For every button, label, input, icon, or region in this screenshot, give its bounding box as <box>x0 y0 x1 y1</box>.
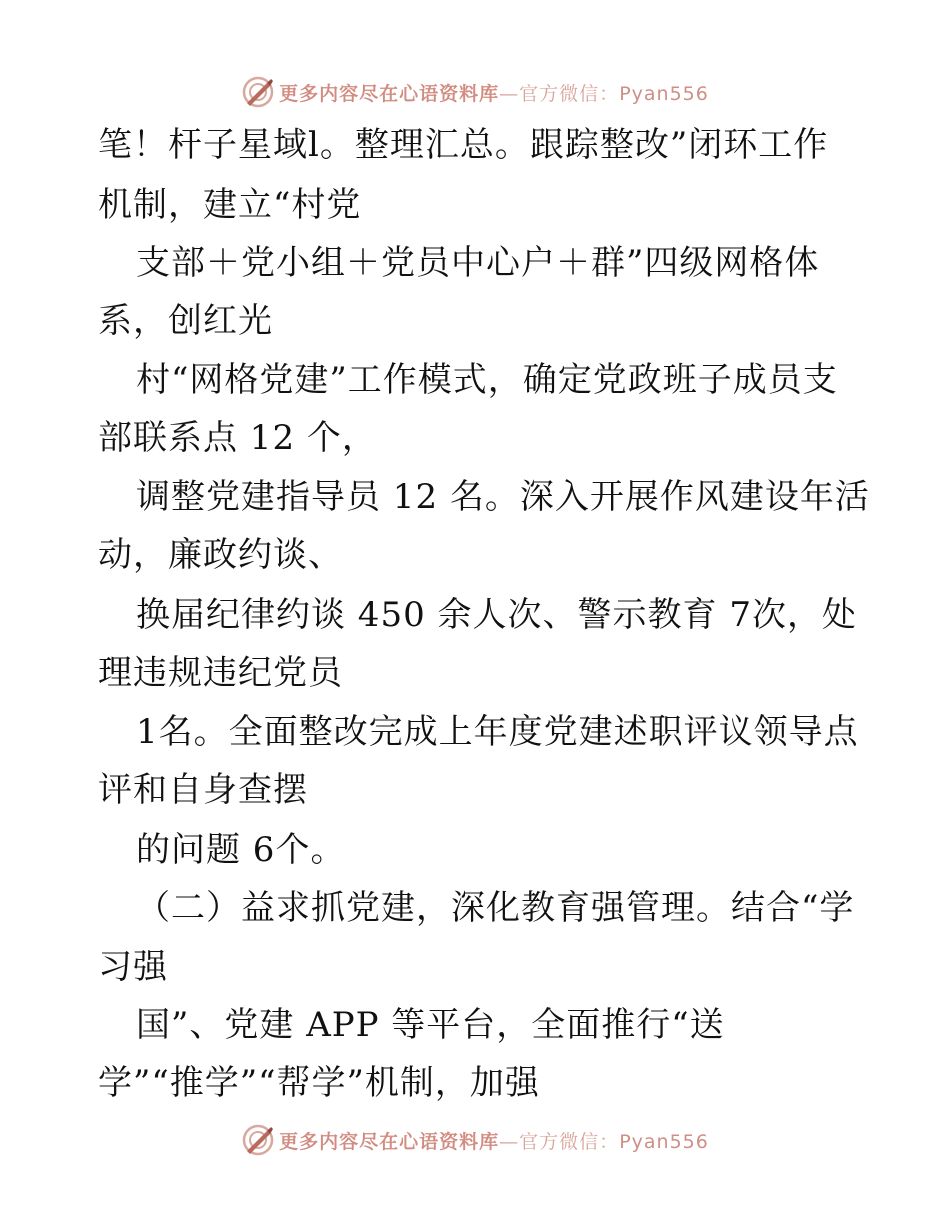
footer-watermark <box>0 1120 950 1160</box>
body-line: 评和自身查摆 <box>98 770 308 810</box>
body-line: 学”“推学”“帮学”机制，加强 <box>98 1063 540 1103</box>
watermark-contact: 官方微信： <box>519 1130 620 1153</box>
body-line: 动，廉政约谈、 <box>98 535 343 575</box>
body-line: 习强 <box>98 947 168 987</box>
header-watermark <box>0 72 950 112</box>
watermark-wechat-id: Pyan556 <box>619 82 709 105</box>
body-line: 的问题 6个。 <box>136 830 346 870</box>
pen-logo-icon <box>241 75 275 109</box>
body-line: 部联系点 12 个， <box>98 418 377 458</box>
watermark-contact: 官方微信： <box>519 82 620 105</box>
body-line: 理违规违纪党员 <box>98 653 343 693</box>
watermark-dash: — <box>499 82 520 105</box>
watermark-dash: — <box>499 1130 520 1153</box>
body-line: 笔！杆子星域l。整理汇总。跟踪整改”闭环工作 <box>98 125 829 165</box>
body-line: 支部＋党小组＋党员中心户＋群”四级网格体 <box>136 243 820 283</box>
body-line: 机制，建立“村党 <box>98 185 362 225</box>
body-line: 村“网格党建”工作模式，确定党政班子成员支 <box>136 360 838 400</box>
pen-logo-icon <box>241 1123 275 1157</box>
body-line: 系，创红光 <box>98 301 273 341</box>
body-line: 国”、党建 APP 等平台，全面推行“送 <box>136 1005 725 1045</box>
watermark-wechat-id: Pyan556 <box>619 1130 709 1153</box>
body-line: 1名。全面整改完成上年度党建述职评议领导点 <box>136 712 859 752</box>
watermark-brand: 更多内容尽在心语资料库 <box>279 1130 500 1153</box>
watermark-brand: 更多内容尽在心语资料库 <box>279 82 500 105</box>
body-line: 调整党建指导员 12 名。深入开展作风建设年活 <box>136 477 870 517</box>
body-line: （二）益求抓党建，深化教育强管理。结合“学 <box>136 888 855 928</box>
body-line: 换届纪律约谈 450 余人次、警示教育 7次，处 <box>136 595 857 635</box>
